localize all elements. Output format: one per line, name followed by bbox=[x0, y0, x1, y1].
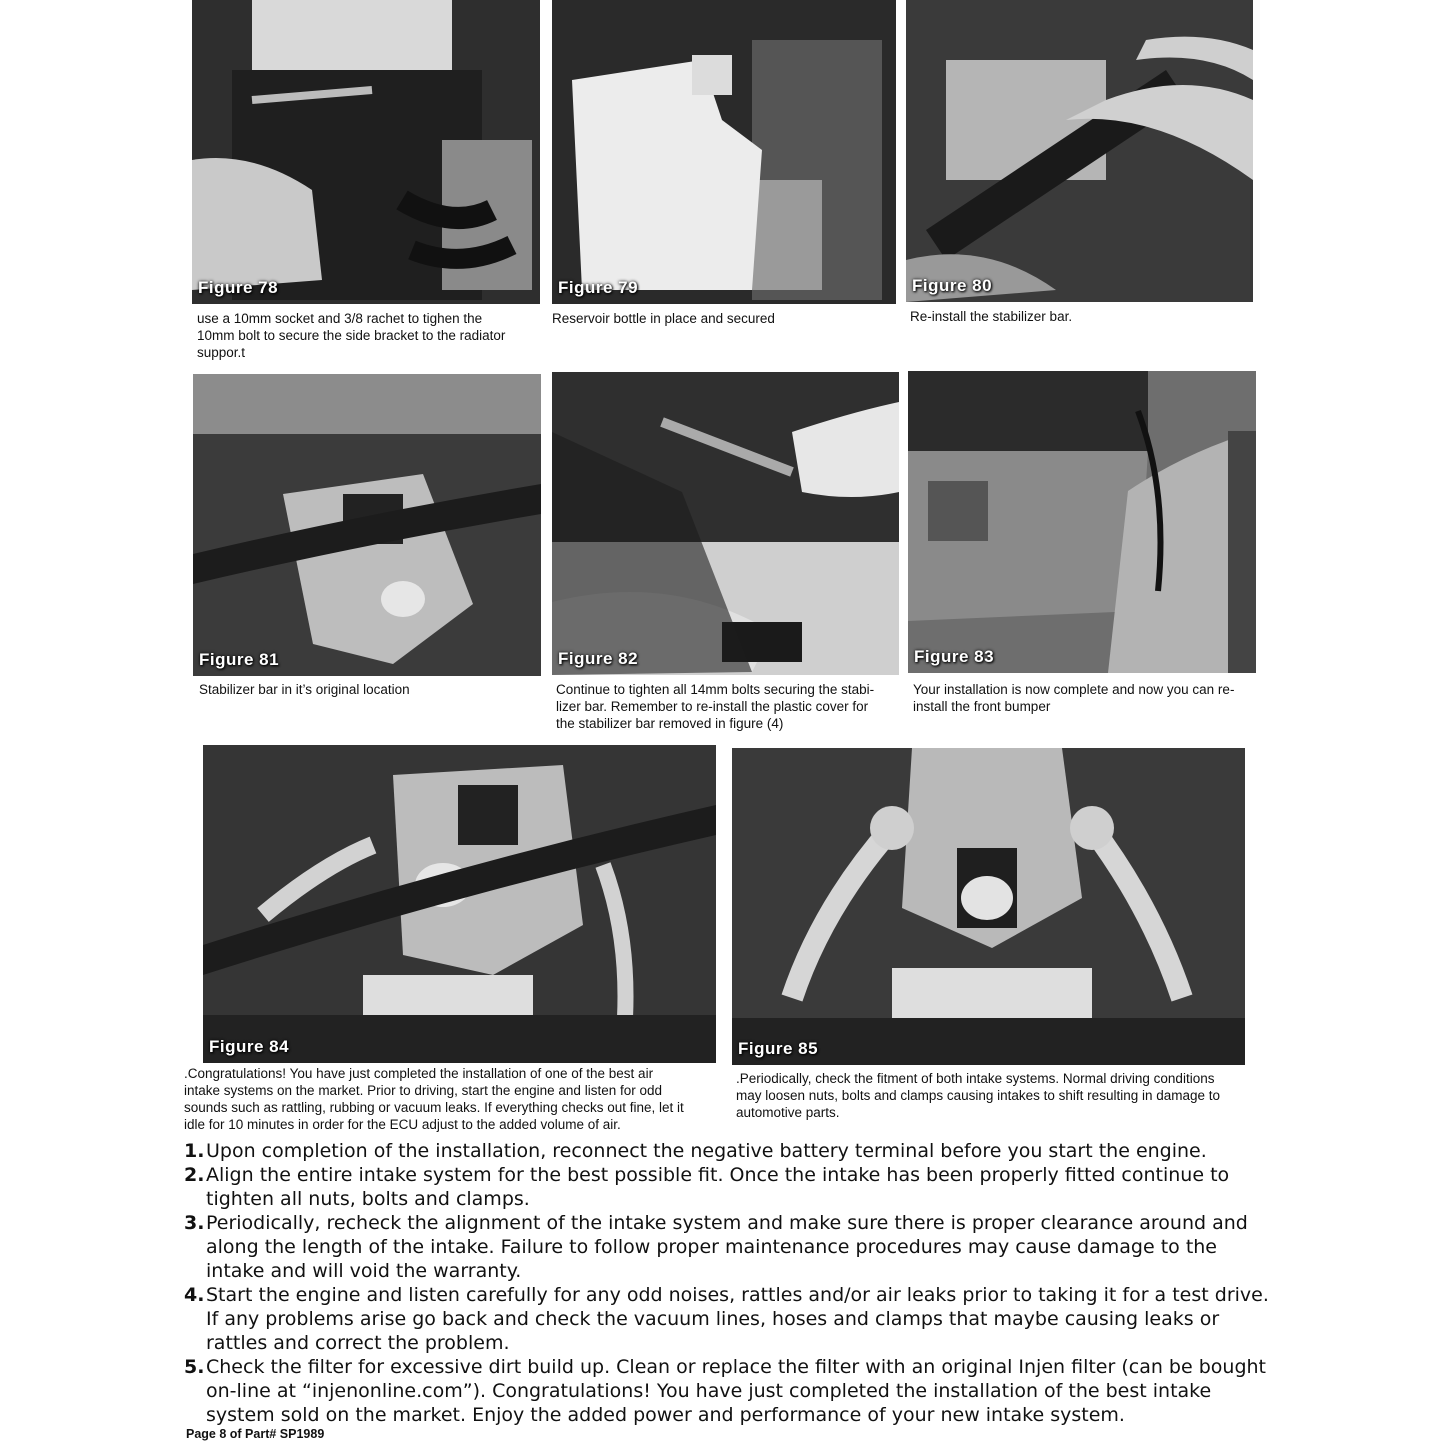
figure-84-caption: .Congratulations! You have just completed the installation of one of the best air intake systems on the market. Prior to driving, start the engine and listen for odd sounds such as rattling, rubbing or vacuum leaks. If everything checks out fine, let it idle for 10 minutes in order for the ECU adjust to the added volume of air. bbox=[184, 1066, 684, 1132]
step-4 bbox=[184, 1283, 1274, 1355]
step-number: 4. bbox=[184, 1284, 205, 1306]
step-number: 3. bbox=[184, 1212, 205, 1234]
figure-78-caption: use a 10mm socket and 3/8 rachet to tighen the 10mm bolt to secure the side bracket to the radiator suppor.t bbox=[197, 311, 506, 360]
figure-81-label: Figure 81 bbox=[199, 650, 280, 669]
step-text: Upon completion of the installation, reconnect the negative battery terminal before you start the engine. bbox=[206, 1140, 1207, 1162]
instruction-steps bbox=[184, 1139, 1274, 1427]
figure-79-label: Figure 79 bbox=[558, 278, 639, 297]
figure-79-image bbox=[552, 0, 896, 304]
figure-83-caption: Your installation is now complete and now you can re- install the front bumper bbox=[913, 682, 1235, 714]
step-text: Check the filter for excessive dirt build up. Clean or replace the filter with an original Injen filter (can be bought on-line at “injenonline.com”). Congratulations! You have just completed the installation of the best intake system sold on the market. Enjoy the added power and performance of your new intake system. bbox=[206, 1356, 1266, 1426]
figure-84-label: Figure 84 bbox=[209, 1037, 290, 1056]
step-1 bbox=[184, 1139, 1274, 1163]
step-5 bbox=[184, 1355, 1274, 1427]
figure-80-image bbox=[906, 0, 1253, 302]
figure-85-label: Figure 85 bbox=[738, 1039, 819, 1058]
figure-83-photo bbox=[908, 371, 1256, 673]
figure-85-image bbox=[732, 748, 1245, 1065]
page-footer: Page 8 of Part# SP1989 bbox=[186, 1427, 325, 1441]
step-3 bbox=[184, 1211, 1274, 1283]
figure-80-photo bbox=[906, 0, 1253, 302]
figure-83-image bbox=[908, 371, 1256, 673]
figure-84-photo bbox=[203, 745, 716, 1063]
figure-81-caption: Stabilizer bar in it’s original location bbox=[199, 682, 410, 697]
figure-85-caption: .Periodically, check the fitment of both intake systems. Normal driving conditions may loosen nuts, bolts and clamps causing intakes to shift resulting in damage to automotive parts. bbox=[736, 1071, 1221, 1120]
step-number: 2. bbox=[184, 1164, 205, 1186]
figure-82-label: Figure 82 bbox=[558, 649, 639, 668]
figure-84-image bbox=[203, 745, 716, 1063]
step-number: 5. bbox=[184, 1356, 205, 1378]
figure-78-photo bbox=[192, 0, 540, 304]
figure-82-caption: Continue to tighten all 14mm bolts securing the stabi- lizer bar. Remember to re-install the plastic cover for the stabilizer bar removed in figure (4) bbox=[556, 682, 875, 731]
figure-79-caption: Reservoir bottle in place and secured bbox=[552, 311, 775, 326]
figure-81-image bbox=[193, 374, 541, 676]
step-text: Align the entire intake system for the best possible fit. Once the intake has been properly fitted continue to tighten all nuts, bolts and clamps. bbox=[206, 1164, 1230, 1210]
figure-82-photo bbox=[552, 372, 899, 675]
figure-81-photo bbox=[193, 374, 541, 676]
figure-78-label: Figure 78 bbox=[198, 278, 279, 297]
step-number: 1. bbox=[184, 1140, 205, 1162]
figure-80-label: Figure 80 bbox=[912, 276, 993, 295]
figure-78-image bbox=[192, 0, 540, 304]
figure-83-label: Figure 83 bbox=[914, 647, 995, 666]
figure-82-image bbox=[552, 372, 899, 675]
step-text: Periodically, recheck the alignment of the intake system and make sure there is proper clearance around and along the length of the intake. Failure to follow proper maintenance procedures may cause damage to the intake and will void the warranty. bbox=[206, 1212, 1248, 1282]
figure-85-photo bbox=[732, 748, 1245, 1065]
figure-79-photo bbox=[552, 0, 896, 304]
figure-80-caption: Re-install the stabilizer bar. bbox=[910, 309, 1073, 324]
step-text: Start the engine and listen carefully for any odd noises, rattles and/or air leaks prior to taking it for a test drive. If any problems arise go back and check the vacuum lines, hoses and clamps that maybe causing leaks or rattles and correct the problem. bbox=[206, 1284, 1269, 1354]
step-2 bbox=[184, 1163, 1274, 1211]
